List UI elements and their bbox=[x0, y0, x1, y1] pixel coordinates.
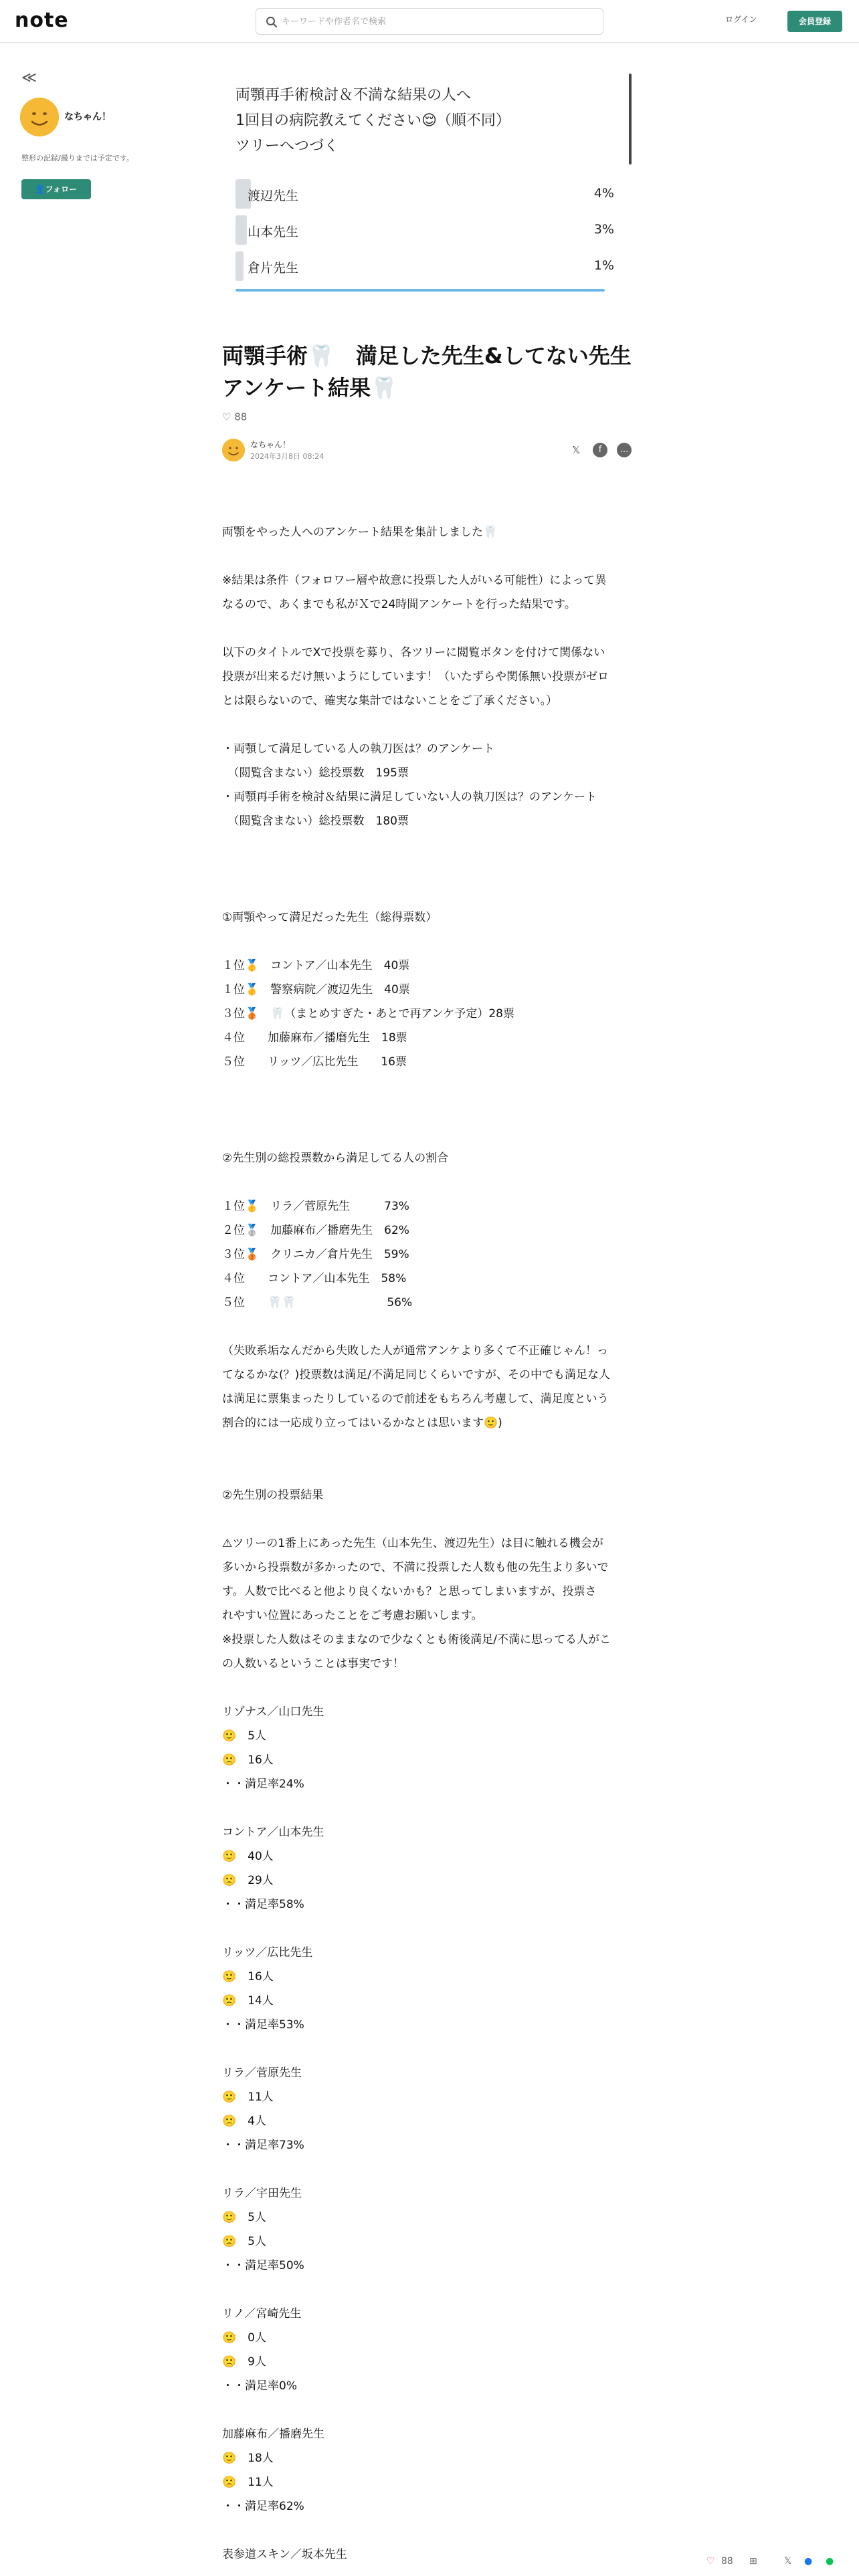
body-line: （失敗系垢なんだから失敗した人が通常アンケより多くて不正確じゃん！っ bbox=[222, 1344, 608, 1358]
paragraph-gap bbox=[222, 1315, 637, 1339]
body-line: ３位🥉 クリニカ／倉片先生 59% bbox=[222, 1248, 409, 1261]
article-body bbox=[222, 520, 637, 2567]
collapse-sidebar-icon[interactable]: ≪ bbox=[21, 70, 37, 86]
body-line: 🙂 40人 bbox=[222, 1850, 274, 1863]
x-share-icon[interactable]: 𝕏 bbox=[784, 2556, 792, 2567]
paragraph-gap bbox=[222, 1074, 637, 1098]
x-share-icon[interactable]: 𝕏 bbox=[571, 444, 581, 456]
paragraph-gap bbox=[222, 1676, 637, 1700]
body-line: の人数いるということは事実です！ bbox=[222, 1657, 404, 1671]
smiley-icon bbox=[20, 98, 59, 136]
body-line: 🙁 16人 bbox=[222, 1753, 274, 1767]
poll-bottom-border bbox=[235, 289, 605, 292]
paragraph-gap bbox=[222, 713, 637, 737]
body-line: ②先生別の総投票数から満足してる人の割合 bbox=[222, 1152, 449, 1165]
body-line: 🙂 0人 bbox=[222, 2331, 266, 2345]
body-line: コントア／山本先生 bbox=[222, 1826, 324, 1839]
paragraph-gap bbox=[222, 2157, 637, 2181]
body-line: リノ／宮崎先生 bbox=[222, 2307, 302, 2321]
heart-icon[interactable]: ♡ bbox=[222, 411, 231, 423]
body-line: １位🥇 コントア／山本先生 40票 bbox=[222, 959, 410, 972]
body-line: １位🥇 警察病院／渡辺先生 40票 bbox=[222, 983, 410, 996]
body-line: なるので、あくまでも私がＸで24時間アンケートを行った結果です。 bbox=[222, 598, 576, 611]
paragraph-gap bbox=[222, 881, 637, 905]
site-header bbox=[0, 0, 859, 43]
poll-option[interactable] bbox=[235, 215, 614, 245]
poll-option[interactable] bbox=[235, 251, 614, 281]
body-line: ・・満足率58% bbox=[222, 1898, 304, 1911]
paragraph-gap bbox=[222, 930, 637, 954]
poll-option-bar bbox=[235, 251, 244, 281]
body-line: 🙁 4人 bbox=[222, 2115, 266, 2128]
body-line: とは限らないので、確実な集計ではないことをご了承ください。） bbox=[222, 694, 558, 708]
body-line: 🙂 5人 bbox=[222, 2211, 266, 2224]
poll-title-line: 両顎再手術検討＆不満な結果の人へ bbox=[235, 87, 472, 104]
body-line: 加藤麻布／播磨先生 bbox=[222, 2428, 324, 2441]
login-link[interactable]: ログイン bbox=[725, 15, 757, 24]
avatar-small[interactable] bbox=[222, 439, 245, 461]
like-count-value: 88 bbox=[234, 411, 248, 423]
paragraph-gap bbox=[222, 617, 637, 641]
body-line: 多いから投票数が多かったので、不満に投票した人数も他の先生より多いで bbox=[222, 1561, 609, 1574]
body-line: ・・満足率62% bbox=[222, 2500, 304, 2513]
poll-option-name: 倉片先生 bbox=[248, 261, 299, 276]
search-input[interactable] bbox=[282, 9, 596, 34]
article-title bbox=[222, 340, 637, 404]
body-line: 🙂 18人 bbox=[222, 2452, 274, 2465]
body-line: 🙁 14人 bbox=[222, 1994, 274, 2008]
body-line: リゾナス／山口先生 bbox=[222, 1705, 324, 1719]
body-line: ・・満足率73% bbox=[222, 2139, 304, 2152]
body-line: 🙂 16人 bbox=[222, 1970, 274, 1983]
body-line: 以下のタイトルでXで投票を募り、各ツリーに閲覧ボタンを付けて関係ない bbox=[222, 646, 605, 659]
publish-date: 2024年3月8日 08:24 bbox=[250, 452, 324, 461]
paragraph-gap bbox=[222, 1917, 637, 1941]
body-line: リラ／宇田先生 bbox=[222, 2187, 302, 2200]
author-name[interactable]: なちゃん！ bbox=[64, 112, 111, 122]
body-line: ３位🥉 🦷（まとめすぎた・あとで再アンケ予定）28票 bbox=[222, 1007, 514, 1021]
smiley-icon bbox=[222, 439, 245, 461]
body-line: 投票が出来るだけ無いようにしています！（いたずらや関係無い投票がゼロ bbox=[222, 670, 609, 683]
note-logo[interactable]: note bbox=[15, 9, 69, 32]
follow-label: フォロー bbox=[45, 185, 78, 194]
body-line: 🙁 29人 bbox=[222, 1874, 274, 1887]
body-line: す。人数で比べると他より良くないかも？と思ってしまいますが、投票さ bbox=[222, 1585, 597, 1598]
paragraph-gap bbox=[222, 2037, 637, 2061]
paragraph-gap bbox=[222, 1507, 637, 1531]
user-plus-icon: 👤 bbox=[35, 185, 45, 194]
poll-option-percent: 4% bbox=[593, 186, 614, 201]
body-line: ・両顎して満足している人の執刀医は？のアンケート bbox=[222, 742, 494, 756]
body-line: １位🥇 リラ／菅原先生 73% bbox=[222, 1200, 409, 1213]
bottom-action-bar bbox=[696, 2553, 859, 2573]
facebook-share-icon[interactable]: f bbox=[593, 443, 607, 457]
paragraph-gap bbox=[222, 857, 637, 881]
article-title-line: アンケート結果🦷 bbox=[222, 375, 397, 401]
body-line: てなるかな(？)投票数は満足/不満足同じくらいですが、その中でも満足な人 bbox=[222, 1368, 610, 1382]
line-share-icon[interactable]: … bbox=[617, 443, 632, 457]
body-line: 🙁 5人 bbox=[222, 2235, 266, 2248]
body-line: 🙂 5人 bbox=[222, 1729, 266, 1743]
like-count-value: 88 bbox=[721, 2556, 733, 2567]
body-line: 両顎をやった人へのアンケート結果を集計しました🦷 bbox=[222, 526, 498, 539]
article-title-line: 両顎手術🦷 満足した先生&してない先生 bbox=[222, 343, 632, 368]
body-line: ※結果は条件（フォロワー層や故意に投票した人がいる可能性）によって異 bbox=[222, 574, 607, 587]
line-share-icon[interactable]: ● bbox=[826, 2556, 834, 2567]
body-line: ５位 リッツ／広比先生 16票 bbox=[222, 1055, 407, 1069]
paragraph-gap bbox=[222, 1796, 637, 1820]
body-line: 🙁 9人 bbox=[222, 2355, 266, 2369]
poll-option-bar bbox=[235, 215, 247, 245]
body-line: ５位 🦷🦷 56% bbox=[222, 1296, 413, 1309]
poll-option-name: 渡辺先生 bbox=[248, 189, 299, 203]
body-line: ・・満足率53% bbox=[222, 2018, 304, 2032]
body-line: ４位 加藤麻布／播磨先生 18票 bbox=[222, 1031, 407, 1045]
body-line: ・・満足率0% bbox=[222, 2379, 297, 2393]
poll-option-name: 山本先生 bbox=[248, 225, 299, 239]
search-icon bbox=[266, 16, 278, 28]
body-line: ４位 コントア／山本先生 58% bbox=[222, 1272, 407, 1285]
body-line: ②先生別の投票結果 bbox=[222, 1489, 324, 1502]
paragraph-gap bbox=[222, 2398, 637, 2422]
body-line: 表参道スキン／坂本先生 bbox=[222, 2548, 347, 2561]
body-line: リッツ／広比先生 bbox=[222, 1946, 313, 1959]
heart-icon[interactable]: ♡ bbox=[706, 2556, 715, 2567]
body-line: 🙁 11人 bbox=[222, 2476, 274, 2489]
paragraph-gap bbox=[222, 2278, 637, 2302]
poll-title bbox=[235, 83, 610, 159]
body-line: れやすい位置にあったことをご考慮お願いします。 bbox=[222, 1609, 483, 1622]
magazine-icon[interactable]: ⊞ bbox=[749, 2556, 757, 2567]
poll-embed bbox=[222, 74, 634, 294]
paragraph-gap bbox=[222, 2518, 637, 2543]
body-line: ①両顎やって満足だった先生（総得票数） bbox=[222, 911, 438, 924]
body-line: ※投票した人数はそのままなので少なくとも術後満足/不満に思ってる人がこ bbox=[222, 1633, 611, 1646]
body-line: ・・満足率24% bbox=[222, 1778, 304, 1791]
paragraph-gap bbox=[222, 1459, 637, 1483]
paragraph-gap bbox=[222, 833, 637, 857]
body-line: ・・満足率50% bbox=[222, 2259, 304, 2272]
byline-author[interactable]: なちゃん！ bbox=[250, 440, 291, 449]
like-count[interactable] bbox=[222, 411, 247, 423]
follow-button[interactable] bbox=[21, 179, 91, 199]
paragraph-gap bbox=[222, 1098, 637, 1122]
avatar[interactable] bbox=[20, 98, 59, 136]
poll-option[interactable] bbox=[235, 179, 614, 209]
body-line: ・両顎再手術を検討＆結果に満足していない人の執刀医は？のアンケート bbox=[222, 790, 597, 804]
body-line: （閲覧含まない）総投票数 195票 bbox=[222, 766, 409, 780]
paragraph-gap bbox=[222, 1435, 637, 1459]
signup-button[interactable]: 会員登録 bbox=[787, 11, 842, 32]
body-line: ２位🥈 加藤麻布／播磨先生 62% bbox=[222, 1224, 409, 1237]
poll-scrollbar[interactable] bbox=[629, 74, 632, 165]
poll-option-percent: 3% bbox=[593, 222, 614, 237]
poll-title-line: 1回目の病院教えてください😌（順不同） bbox=[235, 112, 510, 129]
search-box[interactable] bbox=[256, 8, 603, 35]
body-line: は満足に票集まったりしているので前述をもちろん考慮して、満足度という bbox=[222, 1392, 609, 1406]
body-line: （閲覧含まない）総投票数 180票 bbox=[222, 815, 409, 828]
paragraph-gap bbox=[222, 544, 637, 568]
body-line: 割合的には一応成り立ってはいるかなとは思います🙂) bbox=[222, 1416, 502, 1430]
poll-title-line: ツリーへつづく bbox=[235, 138, 339, 154]
body-line: ⚠ツリーの1番上にあった先生（山本先生、渡辺先生）は目に触れる機会が bbox=[222, 1537, 603, 1550]
facebook-share-icon[interactable]: ● bbox=[804, 2556, 813, 2567]
author-bio: 整形の記録/撮りまでは予定です。 bbox=[21, 154, 134, 163]
body-line: 🙂 11人 bbox=[222, 2090, 274, 2104]
body-line: リラ／菅原先生 bbox=[222, 2066, 302, 2080]
paragraph-gap bbox=[222, 1122, 637, 1146]
paragraph-gap bbox=[222, 1170, 637, 1194]
poll-option-percent: 1% bbox=[593, 258, 614, 273]
